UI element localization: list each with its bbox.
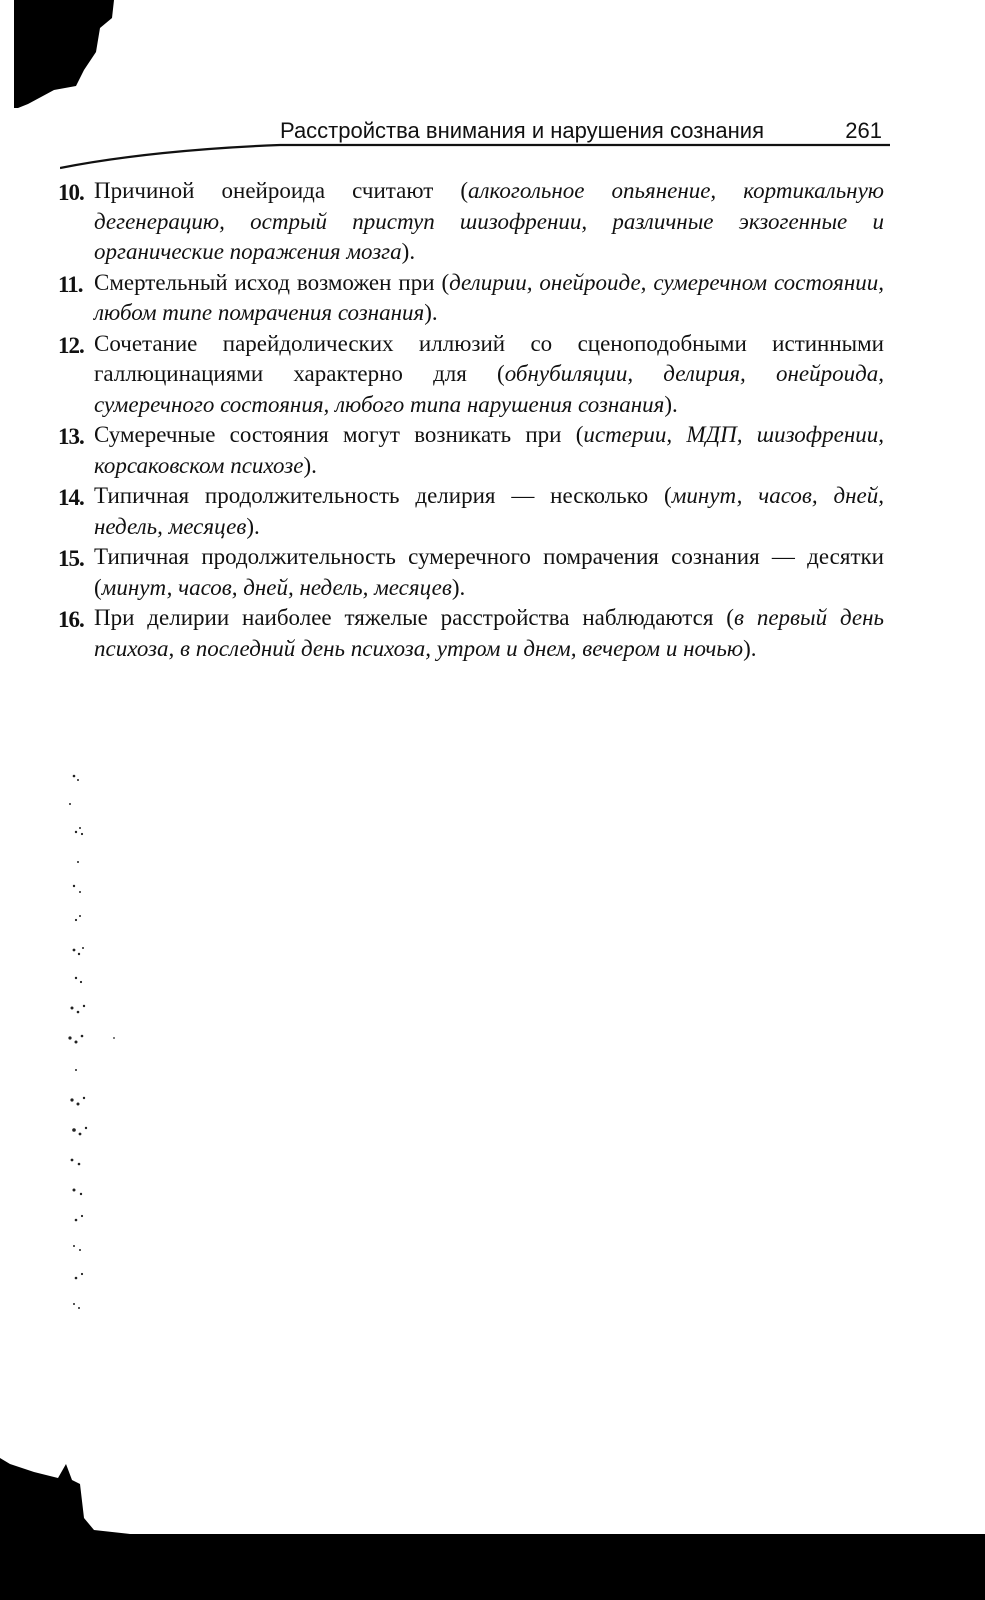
- question-text: [94, 603, 884, 664]
- running-title: Расстройства внимания и нарушения сознания: [280, 118, 765, 143]
- question-end: ).: [246, 513, 260, 539]
- question-text: [94, 420, 884, 481]
- question-text: [94, 481, 884, 542]
- question-item: [58, 542, 888, 603]
- page-number: 261: [845, 118, 882, 143]
- question-item: [58, 420, 888, 481]
- question-item: [58, 603, 888, 664]
- question-number: 11.: [58, 271, 83, 297]
- question-end: ).: [424, 300, 438, 325]
- scan-shadow-bottom: [0, 1458, 985, 1600]
- answer-options: алкогольное опьянение, кортикальную дегенерацию, острый приступ шизофрении, различные экзогенные и органические поражения мозга: [94, 178, 884, 264]
- question-end: ).: [303, 452, 317, 478]
- question-number: 12.: [58, 332, 84, 358]
- question-number: 14.: [58, 485, 84, 510]
- question-item: [58, 329, 888, 421]
- question-number: 13.: [58, 424, 84, 449]
- answer-options: обнубиляции, делирия, онейроида, сумеречного состояния, любого типа нарушения сознания: [94, 361, 884, 417]
- question-stem: Смертельный исход возможен при (: [94, 269, 450, 295]
- question-item: [58, 176, 888, 268]
- question-end: ).: [743, 635, 757, 661]
- question-list: [58, 176, 888, 664]
- question-text: [94, 268, 884, 329]
- question-stem: Сочетание парейдолических иллюзий со сценоподобными истинными галлюцинациями характерно для (: [94, 330, 884, 386]
- question-number: 10.: [58, 180, 84, 205]
- question-text: [94, 542, 884, 603]
- question-end: ).: [664, 391, 678, 417]
- question-number: 16.: [58, 607, 84, 632]
- question-stem: Типичная продолжительность сумеречного помрачения сознания — десятки (: [94, 544, 884, 600]
- question-stem: Типичная продолжительность делирия — несколько (: [94, 483, 672, 508]
- question-item: [58, 268, 888, 329]
- question-stem: При делирии наиболее тяжелые расстройства наблюдаются (: [94, 605, 734, 630]
- question-item: [58, 481, 888, 542]
- question-end: ).: [401, 239, 416, 264]
- question-stem: Сумеречные состояния могут возникать при (: [94, 422, 584, 447]
- question-text: [94, 176, 884, 268]
- header-rule: [60, 142, 890, 172]
- question-stem: Причиной онейроида считают (: [94, 178, 469, 203]
- question-number: 15.: [58, 546, 84, 571]
- question-text: [94, 329, 884, 421]
- scan-noise-margin: [62, 770, 132, 1330]
- answer-options: в первый день психоза, в последний день психоза, утром и днем, вечером и ночью: [94, 605, 884, 661]
- answer-options: минут, часов, дней, недель, месяцев: [94, 483, 884, 539]
- scan-shadow-top-left: [14, 0, 114, 108]
- question-end: ).: [451, 574, 466, 600]
- answer-options: истерии, МДП, шизофрении, корсаковском психозе: [94, 422, 884, 478]
- answer-options: делирии, онейроиде, сумеречном состоянии, любом типе помрачения сознания: [94, 269, 884, 325]
- answer-options: минут, часов, дней, недель, месяцев: [101, 574, 452, 600]
